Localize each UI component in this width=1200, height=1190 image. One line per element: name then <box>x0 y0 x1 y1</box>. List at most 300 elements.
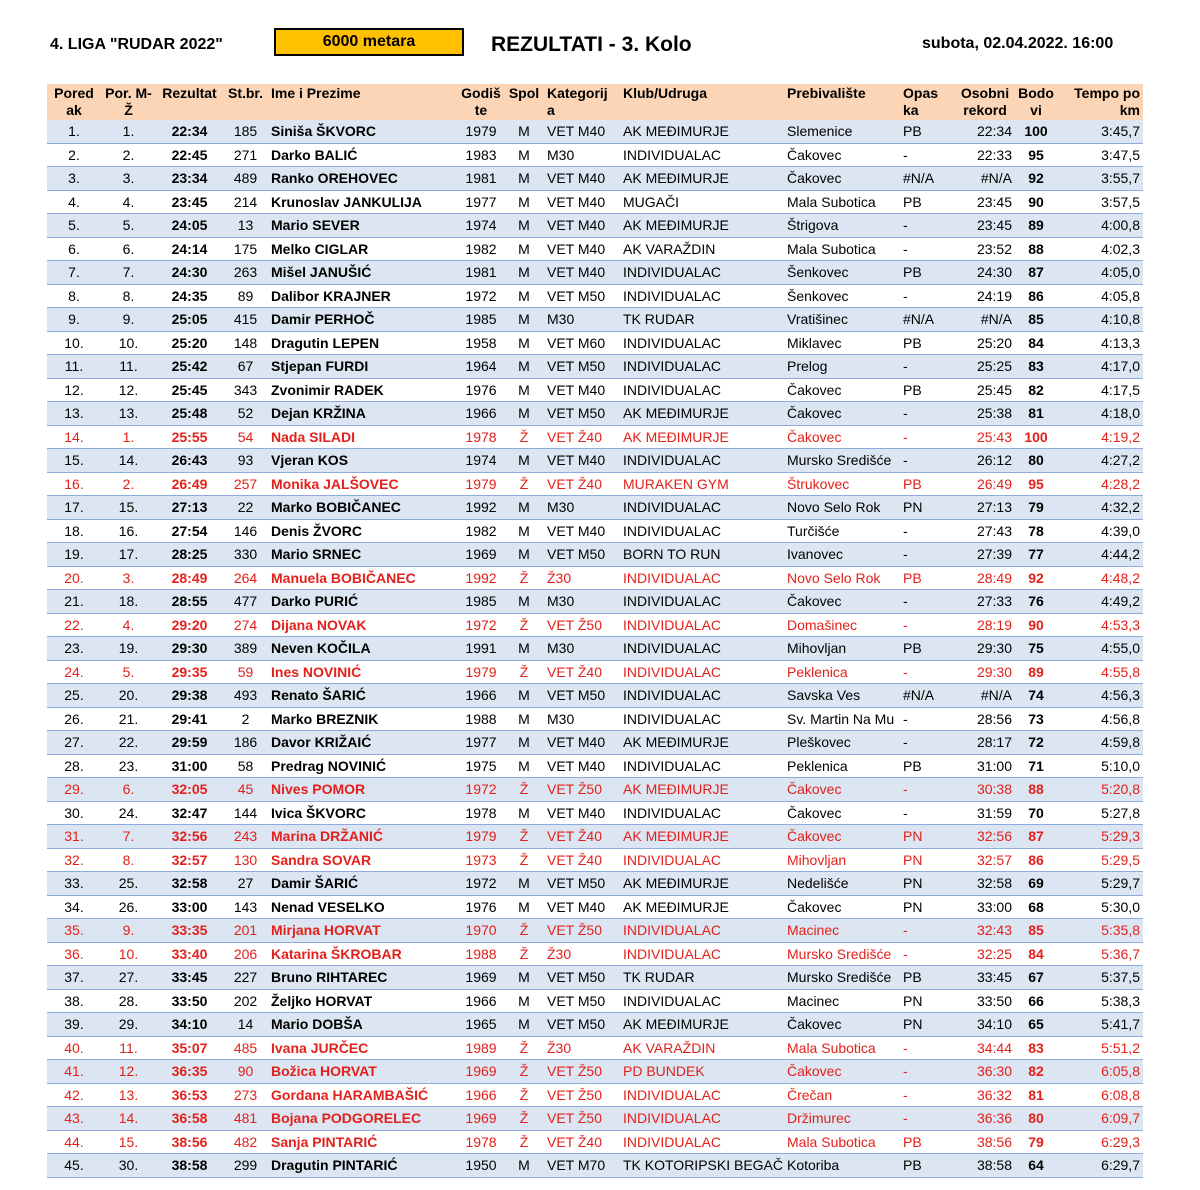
cell-poredak: 6. <box>47 237 101 261</box>
table-row <box>47 355 1143 379</box>
cell-bodovi: 100 <box>1015 120 1057 143</box>
cell-rezultat: 33:45 <box>156 966 223 990</box>
cell-godiste: 1978 <box>458 425 504 449</box>
cell-ime: Dragutin LEPEN <box>268 331 458 355</box>
cell-osobni-rekord: 31:59 <box>955 801 1015 825</box>
cell-bodovi: 90 <box>1015 190 1057 214</box>
cell-bodovi: 65 <box>1015 1013 1057 1037</box>
cell-tempo: 5:41,7 <box>1057 1013 1143 1037</box>
table-row <box>47 684 1143 708</box>
cell-prebivaliste: Držimurec <box>784 1107 900 1131</box>
cell-poredak: 44. <box>47 1130 101 1154</box>
cell-osobni-rekord: 32:43 <box>955 919 1015 943</box>
cell-spol: Ž <box>504 848 544 872</box>
table-row <box>47 449 1143 473</box>
cell-kategorija: VET M40 <box>544 378 620 402</box>
cell-bodovi: 95 <box>1015 143 1057 167</box>
cell-spol: M <box>504 872 544 896</box>
cell-tempo: 5:10,0 <box>1057 754 1143 778</box>
cell-rezultat: 22:34 <box>156 120 223 143</box>
cell-opaska: PB <box>900 1154 955 1178</box>
cell-spol: M <box>504 237 544 261</box>
cell-spol: M <box>504 1154 544 1178</box>
cell-startni-broj: 58 <box>223 754 268 778</box>
cell-kategorija: VET M50 <box>544 872 620 896</box>
cell-opaska: PB <box>900 378 955 402</box>
cell-osobni-rekord: 29:30 <box>955 637 1015 661</box>
cell-osobni-rekord: 25:43 <box>955 425 1015 449</box>
cell-osobni-rekord: 24:19 <box>955 284 1015 308</box>
cell-osobni-rekord: 23:52 <box>955 237 1015 261</box>
cell-spol: M <box>504 731 544 755</box>
cell-rezultat: 24:35 <box>156 284 223 308</box>
cell-opaska: - <box>900 143 955 167</box>
cell-rezultat: 31:00 <box>156 754 223 778</box>
cell-startni-broj: 489 <box>223 167 268 191</box>
cell-ime: Sandra SOVAR <box>268 848 458 872</box>
cell-prebivaliste: Mursko Središće <box>784 942 900 966</box>
table-row <box>47 590 1143 614</box>
cell-kategorija: VET Ž50 <box>544 1083 620 1107</box>
cell-tempo: 4:10,8 <box>1057 308 1143 332</box>
table-row <box>47 989 1143 1013</box>
cell-prebivaliste: Mursko Središće <box>784 966 900 990</box>
cell-bodovi: 72 <box>1015 731 1057 755</box>
cell-poredak: 2. <box>47 143 101 167</box>
cell-klub: INDIVIDUALAC <box>620 566 784 590</box>
cell-prebivaliste: Čakovec <box>784 895 900 919</box>
cell-klub: AK MEĐIMURJE <box>620 120 784 143</box>
cell-poredak: 36. <box>47 942 101 966</box>
cell-spol: M <box>504 543 544 567</box>
cell-por-mz: 17. <box>101 543 156 567</box>
cell-kategorija: M30 <box>544 143 620 167</box>
cell-ime: Darko PURIĆ <box>268 590 458 614</box>
cell-osobni-rekord: 33:45 <box>955 966 1015 990</box>
cell-opaska: PN <box>900 989 955 1013</box>
table-row <box>47 143 1143 167</box>
cell-por-mz: 24. <box>101 801 156 825</box>
cell-prebivaliste: Miklavec <box>784 331 900 355</box>
cell-kategorija: M30 <box>544 308 620 332</box>
cell-prebivaliste: Domašinec <box>784 613 900 637</box>
cell-opaska: PB <box>900 754 955 778</box>
cell-osobni-rekord: 32:58 <box>955 872 1015 896</box>
cell-opaska: - <box>900 942 955 966</box>
cell-kategorija: VET M50 <box>544 543 620 567</box>
cell-bodovi: 83 <box>1015 355 1057 379</box>
cell-spol: Ž <box>504 425 544 449</box>
cell-rezultat: 24:30 <box>156 261 223 285</box>
table-row <box>47 1013 1143 1037</box>
cell-startni-broj: 93 <box>223 449 268 473</box>
cell-prebivaliste: Čakovec <box>784 1060 900 1084</box>
cell-por-mz: 9. <box>101 919 156 943</box>
cell-ime: Denis ŽVORC <box>268 519 458 543</box>
table-row <box>47 120 1143 143</box>
cell-kategorija: VET Ž50 <box>544 919 620 943</box>
cell-tempo: 4:13,3 <box>1057 331 1143 355</box>
cell-osobni-rekord: 36:30 <box>955 1060 1015 1084</box>
cell-prebivaliste: Mala Subotica <box>784 1130 900 1154</box>
cell-bodovi: 66 <box>1015 989 1057 1013</box>
cell-prebivaliste: Novo Selo Rok <box>784 566 900 590</box>
table-row <box>47 754 1143 778</box>
cell-por-mz: 4. <box>101 613 156 637</box>
cell-klub: INDIVIDUALAC <box>620 378 784 402</box>
cell-godiste: 1985 <box>458 308 504 332</box>
cell-ime: Sanja PINTARIĆ <box>268 1130 458 1154</box>
cell-bodovi: 79 <box>1015 1130 1057 1154</box>
cell-kategorija: VET Ž40 <box>544 825 620 849</box>
cell-ime: Nada SILADI <box>268 425 458 449</box>
cell-por-mz: 2. <box>101 143 156 167</box>
cell-spol: M <box>504 355 544 379</box>
cell-tempo: 5:29,7 <box>1057 872 1143 896</box>
cell-spol: Ž <box>504 1060 544 1084</box>
cell-por-mz: 6. <box>101 237 156 261</box>
cell-bodovi: 88 <box>1015 778 1057 802</box>
cell-por-mz: 9. <box>101 308 156 332</box>
cell-bodovi: 86 <box>1015 848 1057 872</box>
cell-prebivaliste: Sv. Martin Na Mu <box>784 707 900 731</box>
cell-poredak: 13. <box>47 402 101 426</box>
cell-bodovi: 84 <box>1015 942 1057 966</box>
cell-prebivaliste: Nedelišće <box>784 872 900 896</box>
cell-startni-broj: 257 <box>223 472 268 496</box>
cell-opaska: PB <box>900 331 955 355</box>
cell-ime: Vjeran KOS <box>268 449 458 473</box>
table-row <box>47 190 1143 214</box>
cell-prebivaliste: Peklenica <box>784 660 900 684</box>
cell-opaska: - <box>900 519 955 543</box>
cell-tempo: 4:05,0 <box>1057 261 1143 285</box>
cell-godiste: 1979 <box>458 120 504 143</box>
cell-prebivaliste: Čakovec <box>784 143 900 167</box>
cell-kategorija: VET M40 <box>544 261 620 285</box>
cell-opaska: PB <box>900 637 955 661</box>
cell-kategorija: VET M50 <box>544 355 620 379</box>
cell-prebivaliste: Ivanovec <box>784 543 900 567</box>
cell-rezultat: 29:20 <box>156 613 223 637</box>
cell-rezultat: 36:35 <box>156 1060 223 1084</box>
cell-poredak: 34. <box>47 895 101 919</box>
table-row <box>47 472 1143 496</box>
cell-ime: Mario SRNEC <box>268 543 458 567</box>
cell-ime: Bojana PODGORELEC <box>268 1107 458 1131</box>
cell-kategorija: VET M40 <box>544 237 620 261</box>
cell-klub: TK KOTORIPSKI BEGAČ <box>620 1154 784 1178</box>
cell-rezultat: 25:55 <box>156 425 223 449</box>
cell-spol: Ž <box>504 472 544 496</box>
cell-ime: Predrag NOVINIĆ <box>268 754 458 778</box>
cell-kategorija: VET M40 <box>544 167 620 191</box>
cell-opaska: - <box>900 1107 955 1131</box>
cell-klub: INDIVIDUALAC <box>620 1107 784 1131</box>
cell-kategorija: VET M50 <box>544 1013 620 1037</box>
cell-poredak: 38. <box>47 989 101 1013</box>
cell-prebivaliste: Mihovljan <box>784 848 900 872</box>
cell-spol: Ž <box>504 660 544 684</box>
cell-por-mz: 4. <box>101 190 156 214</box>
cell-kategorija: VET M60 <box>544 331 620 355</box>
cell-startni-broj: 482 <box>223 1130 268 1154</box>
cell-ime: Davor KRIŽAIĆ <box>268 731 458 755</box>
cell-godiste: 1981 <box>458 261 504 285</box>
cell-kategorija: M30 <box>544 637 620 661</box>
cell-por-mz: 10. <box>101 942 156 966</box>
cell-ime: Dijana NOVAK <box>268 613 458 637</box>
cell-klub: INDIVIDUALAC <box>620 1130 784 1154</box>
cell-prebivaliste: Pleškovec <box>784 731 900 755</box>
cell-startni-broj: 214 <box>223 190 268 214</box>
cell-rezultat: 33:40 <box>156 942 223 966</box>
cell-rezultat: 32:58 <box>156 872 223 896</box>
cell-ime: Renato ŠARIĆ <box>268 684 458 708</box>
cell-prebivaliste: Kotoriba <box>784 1154 900 1178</box>
cell-tempo: 6:29,7 <box>1057 1154 1143 1178</box>
cell-klub: AK MEĐIMURJE <box>620 872 784 896</box>
table-row <box>47 1036 1143 1060</box>
cell-poredak: 17. <box>47 496 101 520</box>
cell-por-mz: 25. <box>101 872 156 896</box>
cell-startni-broj: 52 <box>223 402 268 426</box>
cell-ime: Božica HORVAT <box>268 1060 458 1084</box>
cell-spol: M <box>504 801 544 825</box>
cell-ime: Mario SEVER <box>268 214 458 238</box>
cell-rezultat: 27:13 <box>156 496 223 520</box>
cell-bodovi: 86 <box>1015 284 1057 308</box>
cell-startni-broj: 90 <box>223 1060 268 1084</box>
cell-por-mz: 20. <box>101 684 156 708</box>
cell-ime: Dejan KRŽINA <box>268 402 458 426</box>
cell-rezultat: 25:45 <box>156 378 223 402</box>
cell-godiste: 1969 <box>458 543 504 567</box>
cell-tempo: 3:45,7 <box>1057 120 1143 143</box>
cell-godiste: 1978 <box>458 1130 504 1154</box>
cell-por-mz: 13. <box>101 1083 156 1107</box>
cell-bodovi: 87 <box>1015 261 1057 285</box>
cell-klub: INDIVIDUALAC <box>620 684 784 708</box>
cell-tempo: 3:57,5 <box>1057 190 1143 214</box>
cell-rezultat: 32:05 <box>156 778 223 802</box>
cell-opaska: PB <box>900 120 955 143</box>
cell-godiste: 1981 <box>458 167 504 191</box>
table-row <box>47 402 1143 426</box>
cell-spol: M <box>504 167 544 191</box>
cell-spol: Ž <box>504 1130 544 1154</box>
cell-opaska: PN <box>900 872 955 896</box>
cell-startni-broj: 493 <box>223 684 268 708</box>
cell-rezultat: 28:55 <box>156 590 223 614</box>
cell-godiste: 1979 <box>458 472 504 496</box>
cell-osobni-rekord: 26:49 <box>955 472 1015 496</box>
cell-spol: M <box>504 966 544 990</box>
cell-prebivaliste: Čakovec <box>784 402 900 426</box>
cell-tempo: 4:56,8 <box>1057 707 1143 731</box>
cell-godiste: 1972 <box>458 284 504 308</box>
cell-kategorija: VET M50 <box>544 684 620 708</box>
cell-poredak: 40. <box>47 1036 101 1060</box>
col-header-godiste: Godiš te <box>458 84 504 120</box>
cell-klub: INDIVIDUALAC <box>620 989 784 1013</box>
cell-bodovi: 84 <box>1015 331 1057 355</box>
cell-poredak: 33. <box>47 872 101 896</box>
cell-klub: INDIVIDUALAC <box>620 754 784 778</box>
cell-por-mz: 23. <box>101 754 156 778</box>
cell-ime: Siniša ŠKVORC <box>268 120 458 143</box>
col-header-tempo: Tempo po km <box>1057 84 1143 120</box>
cell-startni-broj: 273 <box>223 1083 268 1107</box>
table-row <box>47 1130 1143 1154</box>
cell-prebivaliste: Čakovec <box>784 1013 900 1037</box>
cell-osobni-rekord: 24:30 <box>955 261 1015 285</box>
cell-por-mz: 8. <box>101 848 156 872</box>
cell-osobni-rekord: 33:50 <box>955 989 1015 1013</box>
col-header-osobni-rekord: Osobni rekord <box>955 84 1015 120</box>
cell-kategorija: VET Ž40 <box>544 848 620 872</box>
cell-opaska: - <box>900 1036 955 1060</box>
cell-por-mz: 28. <box>101 989 156 1013</box>
cell-rezultat: 29:41 <box>156 707 223 731</box>
cell-tempo: 6:09,7 <box>1057 1107 1143 1131</box>
col-header-poredak: Pored ak <box>47 84 101 120</box>
cell-rezultat: 24:05 <box>156 214 223 238</box>
cell-poredak: 1. <box>47 120 101 143</box>
cell-opaska: - <box>900 284 955 308</box>
cell-klub: PD BUNDEK <box>620 1060 784 1084</box>
cell-tempo: 3:47,5 <box>1057 143 1143 167</box>
cell-tempo: 4:56,3 <box>1057 684 1143 708</box>
cell-por-mz: 26. <box>101 895 156 919</box>
table-row <box>47 1083 1143 1107</box>
cell-kategorija: VET M50 <box>544 966 620 990</box>
cell-rezultat: 27:54 <box>156 519 223 543</box>
cell-godiste: 1969 <box>458 1060 504 1084</box>
cell-spol: M <box>504 190 544 214</box>
cell-rezultat: 32:56 <box>156 825 223 849</box>
cell-bodovi: 79 <box>1015 496 1057 520</box>
cell-spol: Ž <box>504 1107 544 1131</box>
cell-klub: INDIVIDUALAC <box>620 590 784 614</box>
cell-osobni-rekord: 25:38 <box>955 402 1015 426</box>
cell-startni-broj: 271 <box>223 143 268 167</box>
cell-rezultat: 32:57 <box>156 848 223 872</box>
cell-startni-broj: 89 <box>223 284 268 308</box>
cell-kategorija: VET M40 <box>544 449 620 473</box>
cell-startni-broj: 14 <box>223 1013 268 1037</box>
cell-por-mz: 3. <box>101 167 156 191</box>
cell-tempo: 5:37,5 <box>1057 966 1143 990</box>
cell-por-mz: 5. <box>101 214 156 238</box>
cell-tempo: 4:17,0 <box>1057 355 1143 379</box>
cell-prebivaliste: Štrukovec <box>784 472 900 496</box>
cell-poredak: 35. <box>47 919 101 943</box>
cell-kategorija: VET Ž40 <box>544 472 620 496</box>
col-header-prebivaliste: Prebivalište <box>784 84 900 120</box>
cell-bodovi: 74 <box>1015 684 1057 708</box>
cell-opaska: - <box>900 778 955 802</box>
cell-osobni-rekord: 30:38 <box>955 778 1015 802</box>
cell-godiste: 1970 <box>458 919 504 943</box>
cell-prebivaliste: Čakovec <box>784 825 900 849</box>
cell-bodovi: 90 <box>1015 613 1057 637</box>
cell-poredak: 37. <box>47 966 101 990</box>
cell-tempo: 4:00,8 <box>1057 214 1143 238</box>
cell-kategorija: VET M40 <box>544 214 620 238</box>
cell-poredak: 43. <box>47 1107 101 1131</box>
cell-godiste: 1976 <box>458 895 504 919</box>
cell-tempo: 5:20,8 <box>1057 778 1143 802</box>
cell-por-mz: 30. <box>101 1154 156 1178</box>
cell-poredak: 19. <box>47 543 101 567</box>
cell-opaska: - <box>900 707 955 731</box>
cell-poredak: 26. <box>47 707 101 731</box>
cell-rezultat: 34:10 <box>156 1013 223 1037</box>
cell-poredak: 27. <box>47 731 101 755</box>
cell-godiste: 1992 <box>458 566 504 590</box>
cell-poredak: 21. <box>47 590 101 614</box>
cell-spol: Ž <box>504 566 544 590</box>
cell-por-mz: 11. <box>101 355 156 379</box>
cell-opaska: PB <box>900 261 955 285</box>
cell-tempo: 4:59,8 <box>1057 731 1143 755</box>
table-row <box>47 496 1143 520</box>
cell-spol: M <box>504 637 544 661</box>
cell-spol: M <box>504 496 544 520</box>
cell-ime: Marko BREZNIK <box>268 707 458 731</box>
cell-kategorija: VET M40 <box>544 190 620 214</box>
table-row <box>47 167 1143 191</box>
cell-por-mz: 3. <box>101 566 156 590</box>
cell-ime: Marina DRŽANIĆ <box>268 825 458 849</box>
table-row <box>47 872 1143 896</box>
cell-osobni-rekord: 27:13 <box>955 496 1015 520</box>
cell-klub: AK MEĐIMURJE <box>620 167 784 191</box>
cell-startni-broj: 45 <box>223 778 268 802</box>
cell-kategorija: M30 <box>544 590 620 614</box>
cell-opaska: PB <box>900 190 955 214</box>
cell-kategorija: VET M40 <box>544 895 620 919</box>
cell-osobni-rekord: 27:39 <box>955 543 1015 567</box>
cell-godiste: 1974 <box>458 449 504 473</box>
cell-startni-broj: 330 <box>223 543 268 567</box>
cell-kategorija: VET Ž50 <box>544 1060 620 1084</box>
results-table <box>47 84 1143 1178</box>
cell-osobni-rekord: 25:20 <box>955 331 1015 355</box>
table-row <box>47 895 1143 919</box>
cell-poredak: 16. <box>47 472 101 496</box>
cell-bodovi: 73 <box>1015 707 1057 731</box>
cell-poredak: 22. <box>47 613 101 637</box>
cell-bodovi: 70 <box>1015 801 1057 825</box>
cell-poredak: 5. <box>47 214 101 238</box>
cell-godiste: 1966 <box>458 684 504 708</box>
cell-godiste: 1982 <box>458 237 504 261</box>
cell-ime: Gordana HARAMBAŠIĆ <box>268 1083 458 1107</box>
cell-ime: Darko BALIĆ <box>268 143 458 167</box>
cell-tempo: 4:39,0 <box>1057 519 1143 543</box>
cell-godiste: 1972 <box>458 613 504 637</box>
cell-klub: TK RUDAR <box>620 308 784 332</box>
cell-godiste: 1978 <box>458 801 504 825</box>
cell-klub: TK RUDAR <box>620 966 784 990</box>
cell-ime: Stjepan FURDI <box>268 355 458 379</box>
cell-por-mz: 2. <box>101 472 156 496</box>
cell-prebivaliste: Mala Subotica <box>784 190 900 214</box>
cell-tempo: 5:35,8 <box>1057 919 1143 943</box>
cell-por-mz: 7. <box>101 261 156 285</box>
